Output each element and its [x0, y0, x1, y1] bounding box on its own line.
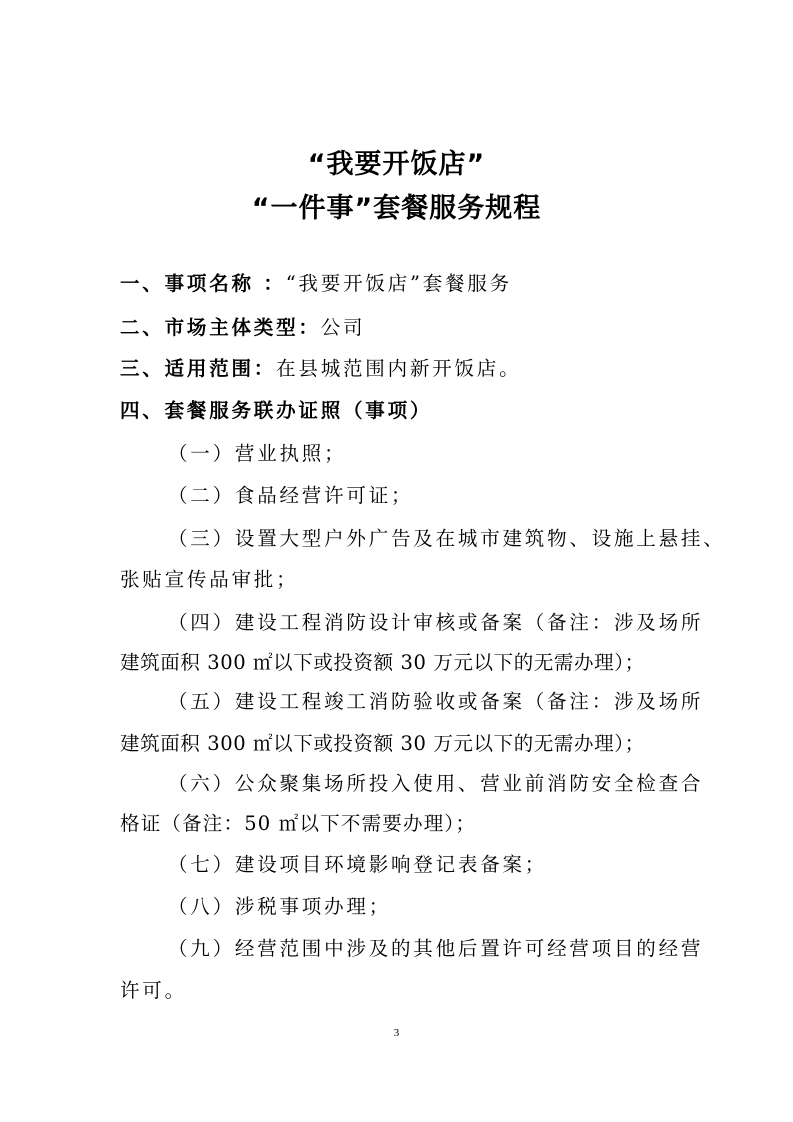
section-item-name-label: 一、事项名称 ： — [120, 272, 286, 295]
section-joint-licenses-heading: 四、套餐服务联办证照（事项） — [120, 399, 433, 422]
list-item-8: （八）涉税事项办理； — [168, 895, 392, 918]
document-title-line1: “我要开饭店” — [307, 149, 486, 180]
list-item-2: （二）食品经营许可证； — [168, 484, 414, 507]
section-scope-label: 三、适用范围： — [120, 357, 277, 380]
list-item-3-line2: 张贴宣传品审批； — [120, 568, 299, 591]
page-number: 3 — [393, 1027, 400, 1039]
section-scope-value: 在县城范围内新开饭店。 — [276, 357, 522, 380]
list-item-5-line1: （五）建设工程竣工消防验收或备案（备注：涉及场所 — [168, 690, 704, 713]
list-item-5-line2: 建筑面积 300 ㎡以下或投资额 30 万元以下的无需办理）； — [120, 732, 645, 755]
section-entity-type-value: 公司 — [320, 316, 366, 339]
section-scope — [120, 355, 521, 383]
list-item-4-line1: （四）建设工程消防设计审核或备案（备注：涉及场所 — [168, 611, 704, 634]
list-item-4-line2: 建筑面积 300 ㎡以下或投资额 30 万元以下的无需办理）； — [120, 651, 645, 674]
list-item-3-line1: （三）设置大型户外广告及在城市建筑物、设施上悬挂、 — [168, 527, 726, 550]
list-item-7: （七）建设项目环境影响登记表备案； — [168, 853, 548, 876]
section-item-name — [120, 270, 512, 298]
list-item-6-line2: 格证（备注：50 ㎡以下不需要办理）； — [120, 812, 477, 835]
list-item-1: （一）营业执照； — [168, 442, 347, 465]
list-item-9-line2: 许可。 — [120, 979, 187, 1002]
document-title-line2: “一件事”套餐服务规程 — [251, 193, 542, 224]
section-entity-type-label: 二、市场主体类型： — [120, 316, 321, 339]
list-item-6-line1: （六）公众聚集场所投入使用、营业前消防安全检查合 — [168, 772, 704, 795]
list-item-9-line1: （九）经营范围中涉及的其他后置许可经营项目的经营 — [168, 937, 704, 960]
section-entity-type — [120, 314, 365, 342]
section-item-name-value: “我要开饭店”套餐服务 — [285, 272, 512, 295]
